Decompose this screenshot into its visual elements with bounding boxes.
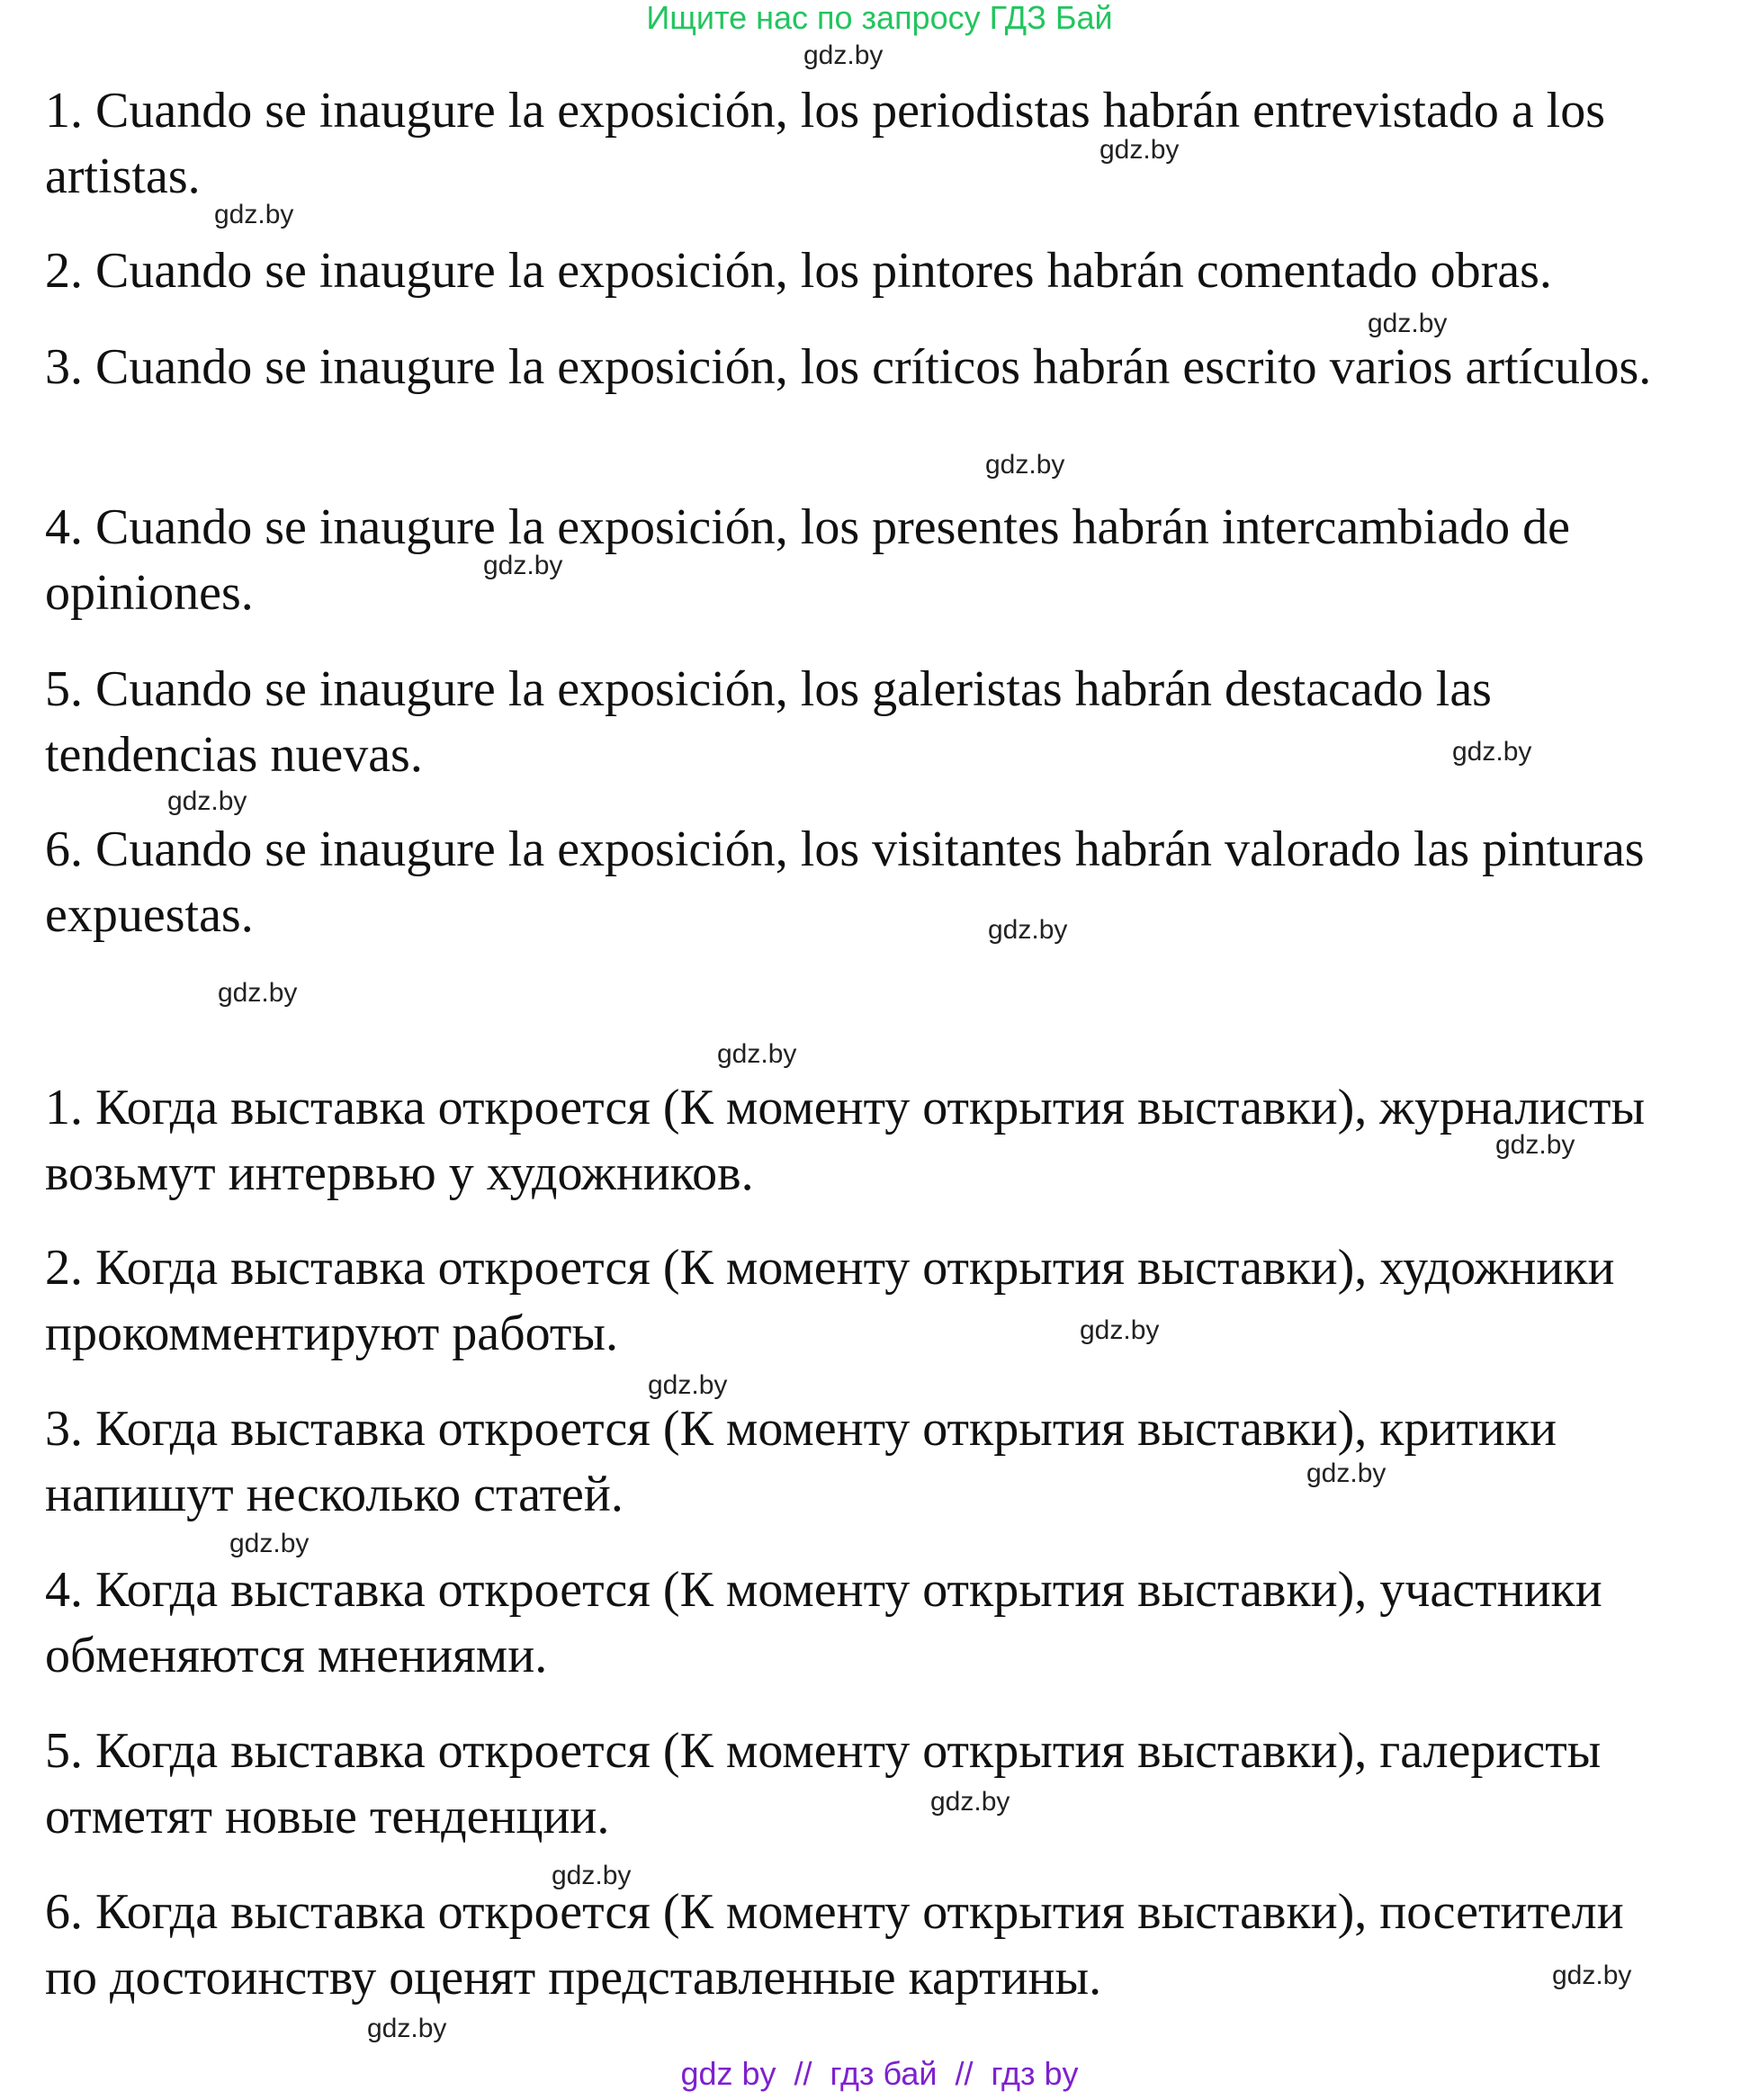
watermark: gdz.by — [1080, 1315, 1160, 1345]
watermark: gdz.by — [1099, 135, 1180, 165]
spanish-answer-3: 3. Cuando se inaugure la exposición, los críticos habrán escrito varios artículos. — [45, 339, 1652, 395]
watermark: gdz.by — [988, 915, 1068, 945]
watermark: gdz.by — [1368, 309, 1448, 338]
watermark: gdz.by — [985, 450, 1065, 480]
spanish-answer-5: 5. Cuando se inaugure la exposición, los galeristas habrán destacado las tendencias nuevas. — [45, 661, 1492, 783]
watermark: gdz.by — [1495, 1130, 1575, 1160]
search-hint-link[interactable]: Ищите нас по запросу ГДЗ Бай — [646, 0, 1113, 36]
spanish-answer-1: 1. Cuando se inaugure la exposición, los periodistas habrán entrevistado a los artistas. — [45, 83, 1606, 204]
spanish-answer-6: 6. Cuando se inaugure la exposición, los visitantes habrán valorado las pinturas expuestas. — [45, 821, 1645, 943]
russian-translation-5: 5. Когда выставка откроется (К моменту открытия выставки), галеристы отметят новые тенденции. — [45, 1723, 1602, 1844]
watermark: gdz.by — [229, 1529, 310, 1558]
spanish-answer-2: 2. Cuando se inaugure la exposición, los pintores habrán comentado obras. — [45, 243, 1552, 299]
watermark: gdz.by — [552, 1861, 632, 1890]
russian-translation-6: 6. Когда выставка откроется (К моменту открытия выставки), посетители по достоинству оценят представленные картины. — [45, 1884, 1624, 2006]
russian-translation-1: 1. Когда выставка откроется (К моменту открытия выставки), журналисты возьмут интервью у художников. — [45, 1080, 1646, 1201]
russian-translation-3: 3. Когда выставка откроется (К моменту открытия выставки), критики напишут несколько статей. — [45, 1401, 1557, 1522]
watermark: gdz.by — [167, 786, 247, 816]
watermark: gdz.by — [930, 1787, 1010, 1817]
watermark: gdz.by — [1452, 737, 1532, 767]
watermark: gdz.by — [483, 551, 563, 580]
russian-translation-4: 4. Когда выставка откроется (К моменту открытия выставки), участники обменяются мнениями. — [45, 1562, 1602, 1683]
spanish-answer-4: 4. Cuando se inaugure la exposición, los presentes habrán intercambiado de opiniones. — [45, 499, 1571, 621]
watermark: gdz.by — [1306, 1458, 1387, 1488]
watermark: gdz.by — [1552, 1961, 1632, 1990]
watermark: gdz.by — [367, 2014, 447, 2043]
watermark: gdz.by — [803, 40, 884, 70]
watermark: gdz.by — [218, 978, 298, 1008]
footer-links[interactable]: gdz by // гдз бай // гдз by — [680, 2055, 1079, 2092]
watermark: gdz.by — [717, 1039, 797, 1069]
watermark: gdz.by — [648, 1370, 728, 1400]
russian-translation-2: 2. Когда выставка откроется (К моменту открытия выставки), художники прокомментируют работы. — [45, 1240, 1615, 1361]
watermark: gdz.by — [214, 200, 294, 229]
